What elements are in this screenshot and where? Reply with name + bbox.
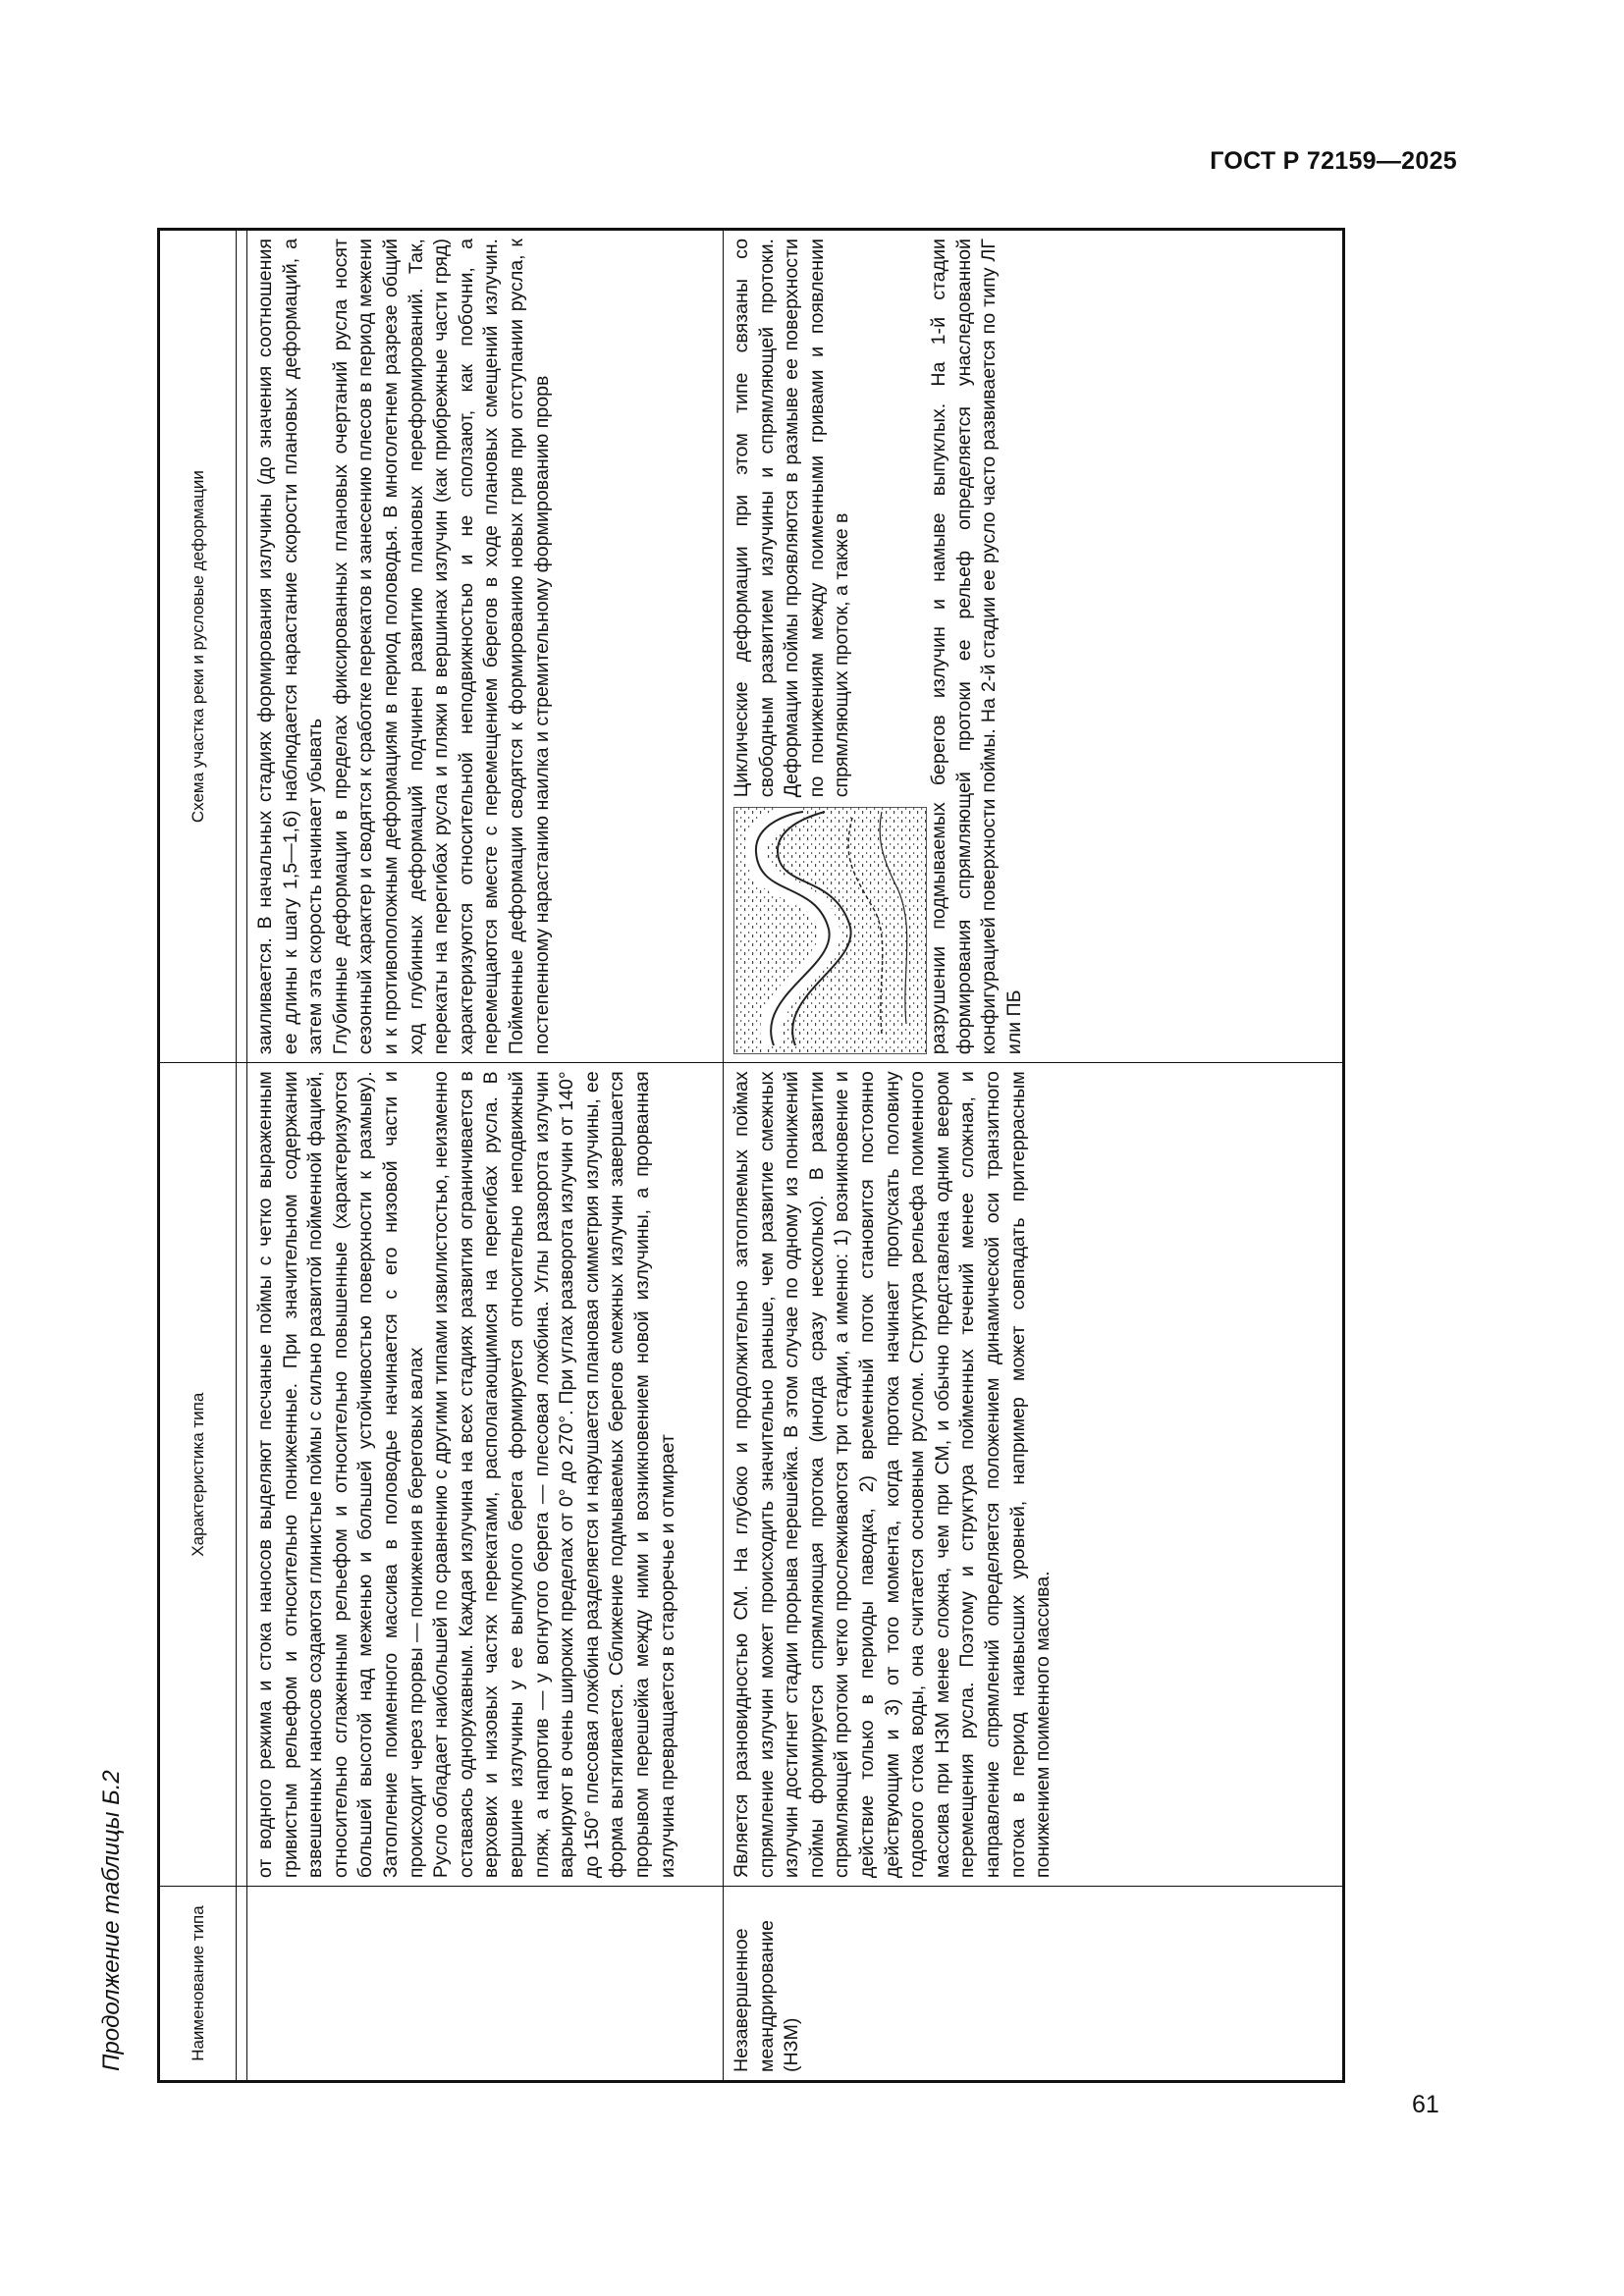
type-name-cell: Незавершенное меандрирование (НЗМ) [724,1887,1343,2081]
characteristic-paragraph: Является разновидностью СМ. На глубоко и продолжительно затопляемых поймах спрямление излучин может происходить значительно раньше, чем развитие смежных излучин достигнет стадии прорыва перешейка. В этом случае по одному из понижений поймы формируется спрямляющая протока (иногда сразу несколько). В развитии спрямляющей протоки четко прослеживаются три стадии, а именно: 1) возникновение и действие только в периоды паводка, 2) временный поток становится постоянно действующим и 3) от того момента, когда протока начинает пропускать половину годового стока воды, она считается основным руслом. Структура рельефа поименного массива при НЗМ менее сложна, чем при СМ, и обычно представлена одним веером перемещения русла. Поэтому и структура пойменных течений менее сложная, и направление спрямлений определяется положением динамической оси транзитного потока в период наивысших уровней, например может совпадать притеррасным понижением поименного массива. [731,1071,1055,1879]
classification-table [159,230,1343,2081]
column-header-characteristic: Характеристика типа [160,1063,237,1887]
scheme-paragraph: заиливается. В начальных стадиях формирования излучины (до значения соотношения ее длины к шагу 1,5—1,6) наблюдается нарастание скорости плановых деформаций, а затем эта скорость начинает убывать [254,239,327,1055]
scheme-split [730,239,927,1054]
column-header-name: Наименование типа [160,1887,237,2081]
page-number: 61 [1412,2091,1439,2118]
standard-header: ГОСТ Р 72159—2025 [1210,147,1457,175]
table-row [724,231,1343,2081]
scheme-side-text: Циклические деформации при этом типе связаны со свободным развитием излучины и спрямляющей протоки. Деформации поймы проявляются в размыве ее поверхности по понижениям между поименными гривами и появлении спрямляющих проток, а также в [731,239,853,798]
table-caption: Продолжение таблицы Б.2 [98,1770,125,2071]
characteristic-cell [247,1063,724,1887]
characteristic-paragraph: от водного режима и стока наносов выделяют песчаные поймы с четко выраженным гривистым рельефом и относительно пониженные. При значительном содержании взвешенных наносов создаются глинистые поймы с сильно развитой пойменной фацией, относительно сглаженным рельефом и относительно повышенные (характеризуются большей высотой над меженью и большей устойчивостью поверхности к размыву). Затопление поименного массива в половодье начинается с его низовой части и происходит через прорвы — понижения в береговых валах [254,1071,427,1879]
scheme-cell [247,231,724,1063]
rotated-table [157,228,1345,2083]
table-row [247,231,724,2081]
type-name-cell [247,1887,724,2081]
river-meander-sketch [733,807,927,1054]
column-header-scheme: Схема участка реки и русловые деформации [160,231,237,1063]
scheme-paragraph: разрушении подмываемых берегов излучин и намыве выпуклых. На 1-й стадии формирования спрямляющей протоки ее рельеф определяется унаследованной конфигурацией поверхности поймы. На 2-й стадии ее русло часто развивается по типу ЛГ или ПБ [928,239,1025,1055]
scheme-paragraph: Глубинные деформации в пределах фиксированных плановых очертаний русла носят сезонный характер и сводятся к сработке перекатов и занесению плесов в период межени и к противоположным деформациям в период половодья. В многолетнем разрезе общий ход глубинных деформаций подчинен развитию плановых переформирований. Так, перекаты на перегибах русла и пляжи в вершинах излучин (как прибрежные части гряд) характеризуются относительной неподвижностью и не сползают, как побочни, а перемещаются вместе с перемещением берегов в ходе плановых смещений излучин. Пойменные деформации сводятся к формированию новых грив при отступании русла, к постепенному нарастанию наилка и стремительному формированию прорв [329,239,553,1055]
spacer-row [237,231,247,2081]
characteristic-cell [724,1063,1343,1887]
characteristic-paragraph: Русло обладает наибольшей по сравнению с другими типами извилистостью, неизменно оставаясь однорукавным. Каждая излучина на всех стадиях развития ограничивается в верхових и низовых частях перекатами, располагающимися на перегибах русла. В вершине излучины у ее выпуклого берега формируется относительно неподвижный пляж, а напротив — у вогнутого берега — плесовая ложбина. Углы разворота излучин варьируют в очень широких пределах от 0° до 270°. При углах разворота излучин от 140° до 150° плесовая ложбина разделяется и нарушается плановая симметрия излучины, ее форма вытягивается. Сближение подмываемых берегов смежных излучин завершается прорывом перешейка между ними и возникновением новой излучины, а прорванная излучина превращается в староречье и отмирает [430,1071,678,1879]
header-row [160,231,237,2081]
scheme-cell [724,231,1343,1063]
